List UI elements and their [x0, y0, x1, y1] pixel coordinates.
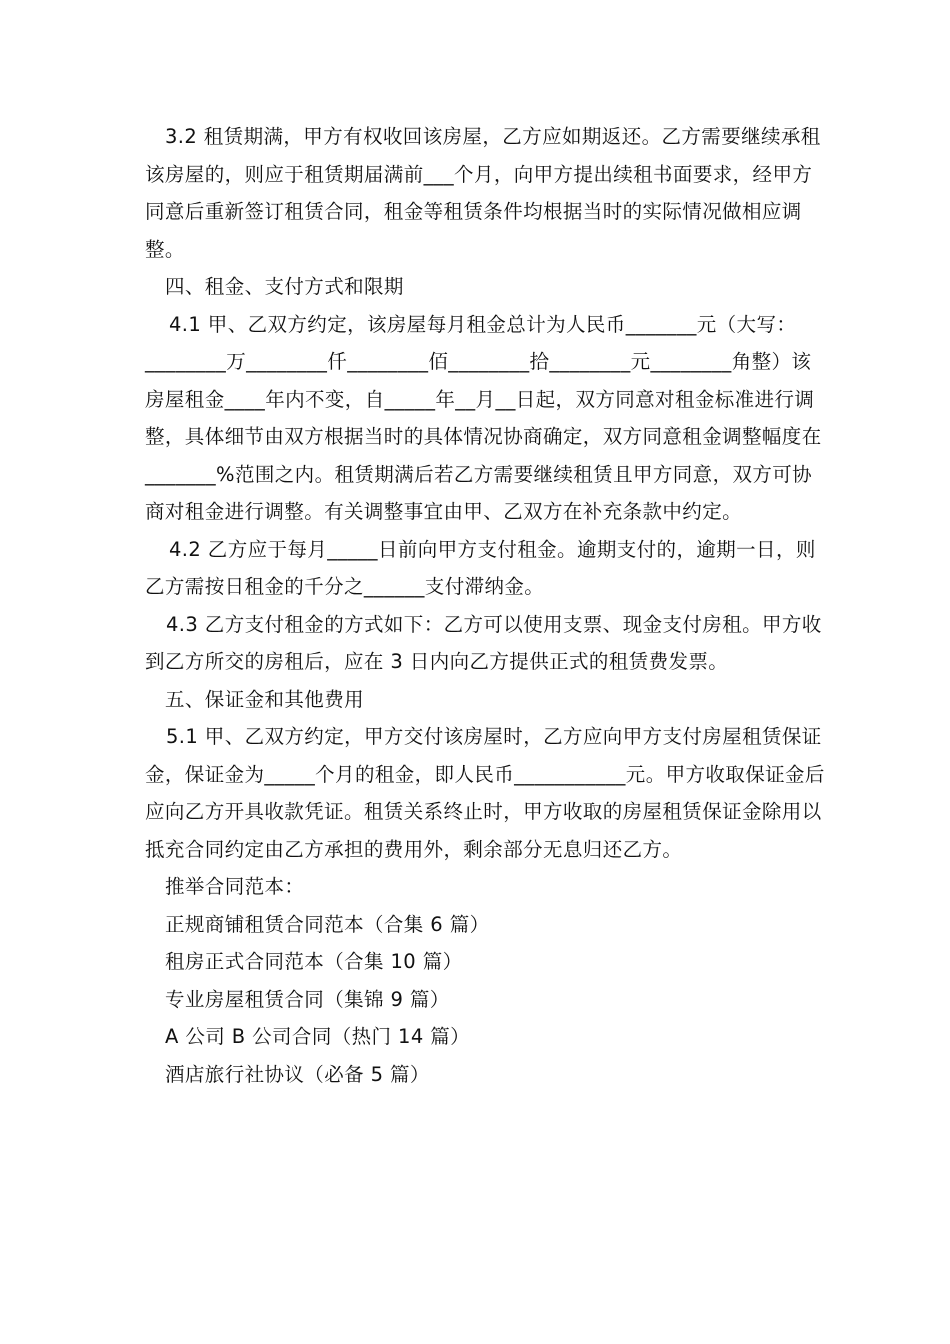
recommend-link-1[interactable]: 正规商铺租赁合同范本（合集 6 篇） — [165, 912, 490, 936]
recommend-link-5[interactable]: 酒店旅行社协议（必备 5 篇） — [165, 1062, 430, 1086]
clause-4-2: 4.2 乙方应于每月_____日前向甲方支付租金。逾期支付的，逾期一日，则乙方需按日租金的千分之______支付滞纳金。 — [145, 537, 816, 598]
recommend-heading: 推举合同范本： — [165, 875, 305, 898]
clause-4-3: 4.3 乙方支付租金的方式如下：乙方可以使用支票、现金支付房租。甲方收到乙方所交的房租后，应在 3 日内向乙方提供正式的租赁费发票。 — [145, 612, 822, 673]
recommend-link-4[interactable]: A 公司 B 公司合同（热门 14 篇） — [165, 1025, 471, 1048]
clause-4-1: 4.1 甲、乙双方约定，该房屋每月租金总计为人民币_______元（大写：________万________仟________佰________拾________元________角整）该房屋租金____年内不变，自_____年__月__日起，双方同意对租金标准进行调整，具体细节由双方根据当时的具体情况协商确定，双方同意租金调整幅度在_______%范围之内。租赁期满后若乙方需要继续租赁且甲方同意，双方可协商对租金进行调整。有关调整事宜由甲、乙双方在补充条款中约定。 — [145, 312, 822, 523]
clause-3-2: 3.2 租赁期满，甲方有权收回该房屋，乙方应如期返还。乙方需要继续承租该房屋的，则应于租赁期届满前___个月，向甲方提出续租书面要求，经甲方同意后重新签订租赁合同，租金等租赁条件均根据当时的实际情况做相应调整。 — [145, 125, 821, 261]
recommend-link-2[interactable]: 租房正式合同范本（合集 10 篇） — [165, 950, 463, 973]
recommend-link-3[interactable]: 专业房屋租赁合同（集锦 9 篇） — [165, 987, 450, 1011]
recommended-templates — [145, 868, 825, 1093]
clause-5-1: 5.1 甲、乙双方约定，甲方交付该房屋时，乙方应向甲方支付房屋租赁保证金，保证金为_____个月的租金，即人民币___________元。甲方收取保证金后应向乙方开具收款凭证。租赁关系终止时，甲方收取的房屋租赁保证金除用以抵充合同约定由乙方承担的费用外，剩余部分无息归还乙方。 — [145, 725, 825, 861]
section-heading-rent: 四、租金、支付方式和限期 — [165, 275, 404, 298]
contract-body — [145, 118, 825, 1093]
section-heading-deposit: 五、保证金和其他费用 — [165, 687, 365, 711]
